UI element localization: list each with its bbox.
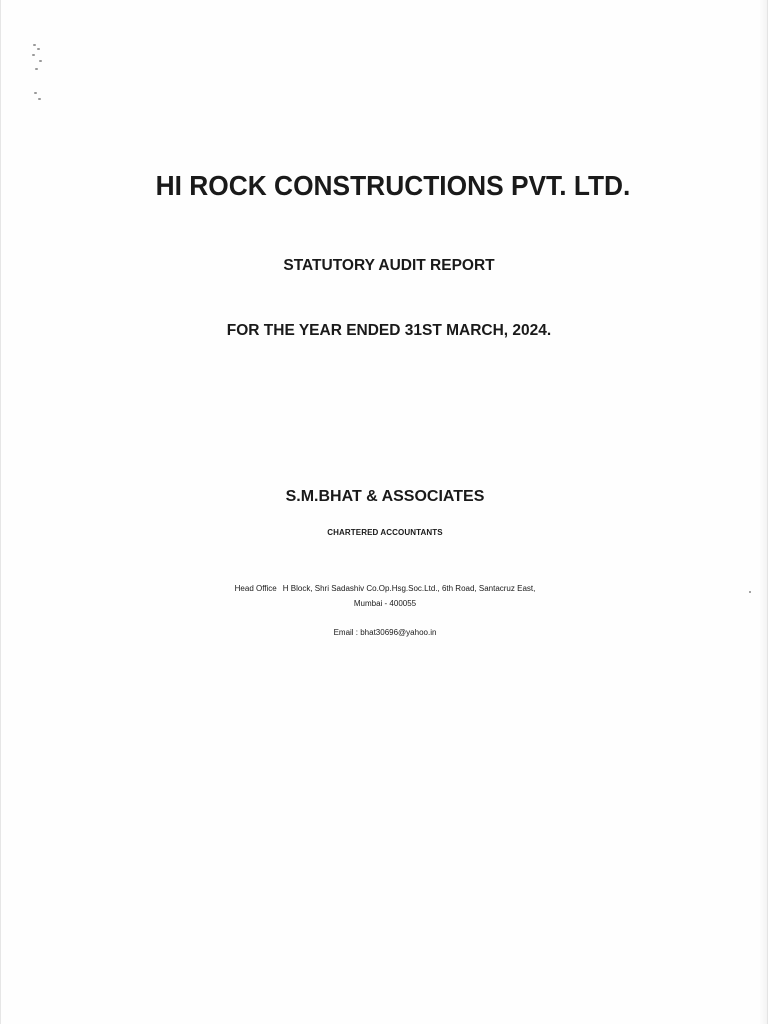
address-label: Head Office — [234, 584, 277, 593]
auditor-firm-name: S.M.BHAT & ASSOCIATES — [285, 488, 485, 505]
report-title: STATUTORY AUDIT REPORT — [283, 257, 495, 274]
company-name: HI ROCK CONSTRUCTIONS PVT. LTD. — [155, 170, 631, 201]
auditor-email: Email : bhat30696@yahoo.in — [333, 628, 437, 637]
scan-shadow-edge — [759, 0, 768, 1024]
scan-speck — [749, 591, 751, 593]
punch-hole-marks — [31, 44, 45, 104]
auditor-address-line1 — [1, 584, 768, 593]
auditor-designation: CHARTERED ACCOUNTANTS — [327, 528, 443, 537]
auditor-address-line2: Mumbai - 400055 — [353, 599, 417, 608]
address-text: H Block, Shri Sadashiv Co.Op.Hsg.Soc.Ltd., 6th Road, Santacruz East, — [282, 584, 536, 593]
report-period: FOR THE YEAR ENDED 31ST MARCH, 2024. — [226, 322, 552, 339]
